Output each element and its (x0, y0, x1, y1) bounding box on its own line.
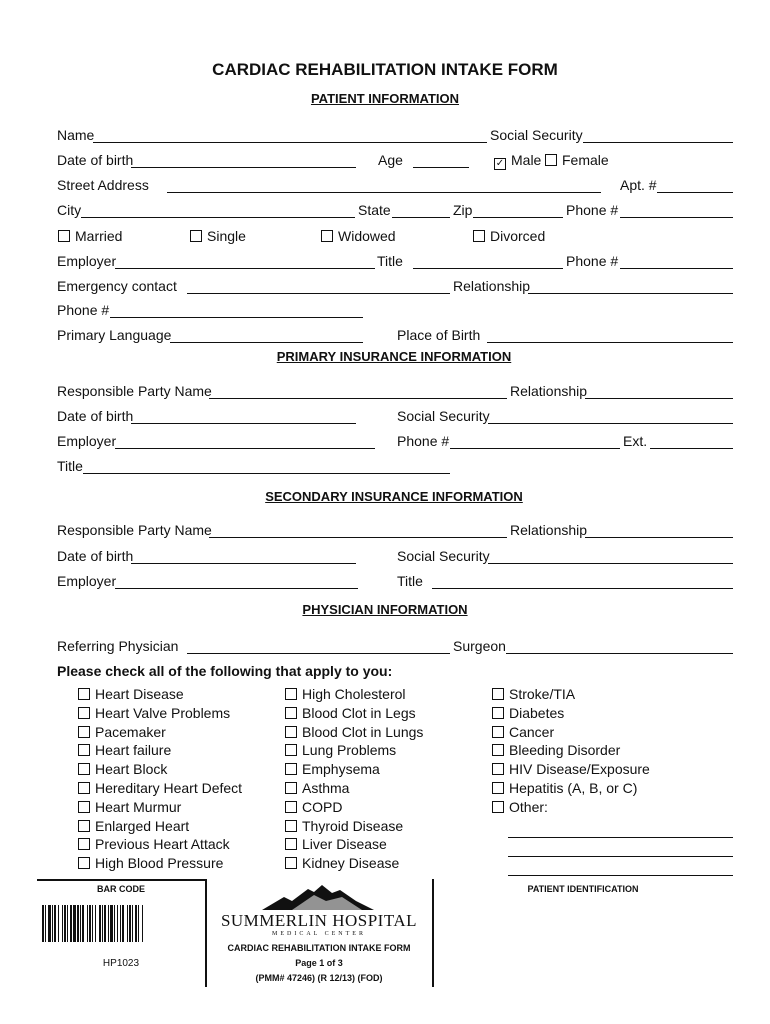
secondary-employer-label: Employer (57, 573, 117, 589)
dob-field[interactable] (131, 167, 356, 168)
relationship-field[interactable] (528, 293, 733, 294)
checkbox-icon[interactable] (285, 707, 297, 719)
employer-label: Employer (57, 253, 117, 269)
condition-item[interactable] (285, 779, 423, 798)
condition-label: COPD (302, 798, 343, 815)
condition-label: Hepatitis (A, B, or C) (509, 779, 638, 796)
state-field[interactable] (392, 217, 450, 218)
barcode-bar (92, 905, 93, 942)
checkbox-icon[interactable] (492, 763, 504, 775)
married-label: Married (75, 228, 123, 244)
footer-form-codes: (PMM# 47246) (R 12/13) (FOD) (255, 973, 383, 983)
checkbox-icon[interactable] (492, 726, 504, 738)
street-field[interactable] (167, 192, 601, 193)
ssn-field[interactable] (583, 142, 733, 143)
secondary-title-field[interactable] (432, 588, 733, 589)
secondary-dob-field[interactable] (131, 563, 356, 564)
barcode-label: BAR CODE (96, 884, 145, 894)
checkbox-icon[interactable] (78, 820, 90, 832)
barcode-bar (77, 905, 79, 942)
primary-party-field[interactable] (209, 398, 507, 399)
condition-label: Asthma (302, 779, 350, 796)
phone-field[interactable] (620, 217, 733, 218)
barcode-bar (64, 905, 66, 942)
barcode-bar (132, 905, 133, 942)
checkbox-icon[interactable] (492, 744, 504, 756)
condition-label: Heart Disease (95, 686, 184, 702)
primary-party-label: Responsible Party Name (57, 383, 212, 399)
other-field-2[interactable] (508, 856, 733, 857)
checkbox-icon[interactable] (285, 782, 297, 794)
male-option[interactable] (494, 152, 541, 170)
relationship-label: Relationship (453, 278, 531, 294)
apt-field[interactable] (657, 192, 733, 193)
condition-label: Previous Heart Attack (95, 836, 230, 853)
barcode-bar (80, 905, 81, 942)
barcode-bar (42, 905, 44, 942)
checkbox-icon[interactable] (492, 688, 504, 700)
barcode-bar (70, 905, 72, 942)
barcode-bar (45, 905, 46, 942)
street-label: Street Address (57, 177, 149, 193)
condition-item[interactable] (492, 685, 650, 704)
footer-page-number: Page 1 of 3 (295, 958, 343, 968)
condition-item[interactable] (78, 798, 242, 817)
language-label: Primary Language (57, 327, 172, 343)
section-physician-information: PHYSICIAN INFORMATION (302, 602, 468, 617)
condition-label: Liver Disease (302, 836, 387, 853)
checkbox-icon[interactable] (78, 763, 90, 775)
hospital-logo-name: SUMMERLIN HOSPITAL (220, 911, 418, 930)
secondary-ssn-field[interactable] (488, 563, 733, 564)
secondary-party-field[interactable] (209, 537, 507, 538)
checkbox-icon[interactable] (285, 857, 297, 869)
checkbox-icon[interactable] (492, 707, 504, 719)
condition-label: Hereditary Heart Defect (95, 779, 243, 796)
barcode-bar (135, 905, 137, 942)
barcode-bar (138, 905, 139, 942)
female-checkbox-icon[interactable] (545, 154, 557, 166)
section-patient-information: PATIENT INFORMATION (310, 91, 460, 106)
barcode-bar (73, 905, 76, 942)
barcode-bar (87, 905, 88, 942)
condition-item[interactable] (78, 723, 242, 742)
barcode-bar (89, 905, 91, 942)
apt-label: Apt. # (620, 177, 657, 193)
married-option[interactable] (58, 228, 122, 244)
divorced-checkbox-icon[interactable] (473, 230, 485, 242)
checkbox-icon[interactable] (492, 801, 504, 813)
primary-employer-field[interactable] (115, 448, 375, 449)
condition-item[interactable] (78, 779, 242, 798)
barcode-bar (95, 905, 96, 942)
emergency-label: Emergency contact (57, 278, 177, 294)
condition-label: Kidney Disease (302, 855, 400, 872)
age-label: Age (378, 152, 403, 168)
male-label: Male (511, 152, 542, 168)
secondary-title-label: Title (397, 573, 423, 589)
checkbox-icon[interactable] (285, 688, 297, 700)
footer-divider-right (432, 879, 434, 987)
condition-label: Cancer (509, 723, 555, 740)
surgeon-field[interactable] (506, 653, 733, 654)
primary-dob-label: Date of birth (57, 408, 134, 424)
condition-item[interactable] (78, 817, 242, 836)
conditions-column-1 (78, 685, 242, 873)
barcode-bar (110, 905, 113, 942)
title-label: Title (377, 253, 403, 269)
conditions-column-3 (492, 685, 650, 817)
barcode-bar (108, 905, 109, 942)
condition-label: Lung Problems (302, 742, 397, 759)
condition-item[interactable] (492, 798, 650, 817)
condition-item[interactable] (285, 723, 423, 742)
referring-physician-label: Referring Physician (57, 638, 179, 654)
widowed-option[interactable] (321, 228, 396, 244)
barcode-bar (114, 905, 115, 942)
checkbox-icon[interactable] (285, 801, 297, 813)
phone3-label: Phone # (57, 302, 110, 318)
condition-label: Pacemaker (95, 723, 166, 740)
barcode-bar (104, 905, 106, 942)
widowed-checkbox-icon[interactable] (321, 230, 333, 242)
primary-relationship-label: Relationship (510, 383, 588, 399)
divorced-label: Divorced (490, 228, 546, 244)
section-primary-insurance: PRIMARY INSURANCE INFORMATION (276, 349, 512, 364)
female-label: Female (562, 152, 609, 168)
single-option[interactable] (190, 228, 246, 244)
widowed-label: Widowed (338, 228, 396, 244)
form-title: CARDIAC REHABILITATION INTAKE FORM (212, 60, 558, 79)
condition-item[interactable] (78, 685, 242, 704)
condition-label: Enlarged Heart (95, 817, 190, 834)
primary-ext-label: Ext. (623, 433, 648, 449)
checkbox-icon[interactable] (78, 838, 90, 850)
secondary-party-label: Responsible Party Name (57, 522, 212, 538)
condition-label: Heart Murmur (95, 798, 182, 815)
condition-item[interactable] (285, 704, 423, 723)
secondary-ssn-label: Social Security (397, 548, 490, 564)
phone3-field[interactable] (110, 317, 363, 318)
phone2-label: Phone # (566, 253, 619, 269)
condition-item[interactable] (285, 798, 423, 817)
city-field[interactable] (81, 217, 355, 218)
state-label: State (358, 202, 391, 218)
condition-item[interactable] (285, 817, 423, 836)
barcode-bar (127, 905, 128, 942)
condition-item[interactable] (492, 779, 650, 798)
other-field-1[interactable] (508, 837, 733, 838)
city-label: City (57, 202, 82, 218)
primary-title-label: Title (57, 458, 83, 474)
condition-item[interactable] (285, 741, 423, 760)
condition-item[interactable] (492, 741, 650, 760)
condition-label: Emphysema (302, 761, 380, 778)
condition-label: Heart Valve Problems (95, 704, 231, 721)
hospital-logo-mountains-icon (262, 883, 374, 911)
married-checkbox-icon[interactable] (58, 230, 70, 242)
condition-item[interactable] (78, 704, 242, 723)
checkbox-icon[interactable] (285, 763, 297, 775)
checkbox-icon[interactable] (78, 782, 90, 794)
zip-label: Zip (453, 202, 473, 218)
condition-label: HIV Disease/Exposure (509, 761, 650, 778)
checkbox-icon[interactable] (285, 838, 297, 850)
checkbox-icon[interactable] (78, 744, 90, 756)
secondary-dob-label: Date of birth (57, 548, 134, 564)
primary-phone-field[interactable] (450, 448, 620, 449)
employer-field[interactable] (115, 268, 375, 269)
checkbox-icon[interactable] (285, 744, 297, 756)
condition-item[interactable] (492, 704, 650, 723)
barcode-bar (58, 905, 59, 942)
condition-label: Diabetes (509, 704, 565, 721)
checkbox-icon[interactable] (78, 801, 90, 813)
other-field-3[interactable] (508, 875, 733, 876)
divorced-option[interactable] (473, 228, 545, 244)
checkbox-icon[interactable] (285, 820, 297, 832)
checkbox-icon[interactable] (78, 726, 90, 738)
condition-item[interactable] (492, 760, 650, 779)
condition-item[interactable] (78, 835, 242, 854)
phone2-field[interactable] (620, 268, 733, 269)
footer-top-rule (37, 879, 205, 881)
conditions-column-2 (285, 685, 423, 873)
condition-item[interactable] (285, 854, 423, 873)
female-option[interactable] (545, 152, 609, 168)
primary-ssn-field[interactable] (488, 423, 733, 424)
condition-item[interactable] (285, 760, 423, 779)
dob-label: Date of birth (57, 152, 134, 168)
surgeon-label: Surgeon (453, 638, 506, 654)
condition-item[interactable] (492, 723, 650, 742)
barcode-bar (62, 905, 63, 942)
barcode-bar (99, 905, 101, 942)
primary-phone-label: Phone # (397, 433, 450, 449)
barcode-bar (67, 905, 68, 942)
birthplace-label: Place of Birth (397, 327, 481, 343)
checkbox-icon[interactable] (78, 707, 90, 719)
language-field[interactable] (170, 342, 363, 343)
condition-label: Stroke/TIA (509, 686, 576, 702)
primary-employer-label: Employer (57, 433, 117, 449)
primary-ext-field[interactable] (650, 448, 733, 449)
hospital-logo-subtitle: MEDICAL CENTER (272, 931, 366, 937)
single-label: Single (207, 228, 246, 244)
male-checkbox-checked-icon[interactable]: ✓ (495, 158, 505, 169)
condition-label: Bleeding Disorder (509, 742, 621, 759)
condition-label: Heart failure (95, 742, 172, 759)
checkbox-icon[interactable] (78, 688, 90, 700)
condition-label: Blood Clot in Legs (302, 704, 416, 721)
condition-label: Thyroid Disease (302, 817, 404, 834)
primary-relationship-field[interactable] (585, 398, 733, 399)
condition-label: Heart Block (95, 761, 168, 778)
barcode-bar (122, 905, 124, 942)
barcode-bar (52, 905, 53, 942)
referring-physician-field[interactable] (187, 653, 450, 654)
primary-title-field[interactable] (83, 473, 450, 474)
age-field[interactable] (413, 167, 469, 168)
primary-dob-field[interactable] (131, 423, 356, 424)
barcode-icon (42, 905, 198, 942)
emergency-field[interactable] (187, 293, 450, 294)
zip-field[interactable] (473, 217, 563, 218)
barcode-bar (129, 905, 131, 942)
patient-identification-label: PATIENT IDENTIFICATION (527, 884, 639, 894)
condition-label: Blood Clot in Lungs (302, 723, 424, 740)
title-field[interactable] (413, 268, 563, 269)
condition-label: Other: (509, 798, 548, 815)
checkbox-icon[interactable] (78, 857, 90, 869)
phone-label: Phone # (566, 202, 619, 218)
secondary-relationship-field[interactable] (585, 537, 733, 538)
section-secondary-insurance: SECONDARY INSURANCE INFORMATION (265, 489, 523, 504)
barcode-bar (48, 905, 51, 942)
condition-item[interactable] (78, 741, 242, 760)
barcode-bar (54, 905, 56, 942)
barcode-bar (102, 905, 103, 942)
condition-label: High Blood Pressure (95, 855, 224, 872)
barcode-bar (82, 905, 84, 942)
barcode-bar (120, 905, 121, 942)
name-label: Name (57, 127, 95, 143)
condition-item[interactable] (285, 685, 423, 704)
checkbox-icon[interactable] (285, 726, 297, 738)
birthplace-field[interactable] (487, 342, 733, 343)
condition-label: High Cholesterol (302, 686, 406, 702)
footer-form-name: CARDIAC REHABILITATION INTAKE FORM (227, 943, 411, 953)
barcode-bar (117, 905, 118, 942)
name-field[interactable] (93, 142, 487, 143)
barcode-bar (142, 905, 143, 942)
ssn-label: Social Security (490, 127, 583, 143)
single-checkbox-icon[interactable] (190, 230, 202, 242)
secondary-relationship-label: Relationship (510, 522, 588, 538)
condition-item[interactable] (78, 854, 242, 873)
primary-ssn-label: Social Security (397, 408, 490, 424)
barcode-id: HP1023 (102, 958, 140, 969)
secondary-employer-field[interactable] (115, 588, 358, 589)
conditions-prompt: Please check all of the following that apply to you: (57, 663, 393, 679)
condition-item[interactable] (285, 835, 423, 854)
checkbox-icon[interactable] (492, 782, 504, 794)
condition-item[interactable] (78, 760, 242, 779)
